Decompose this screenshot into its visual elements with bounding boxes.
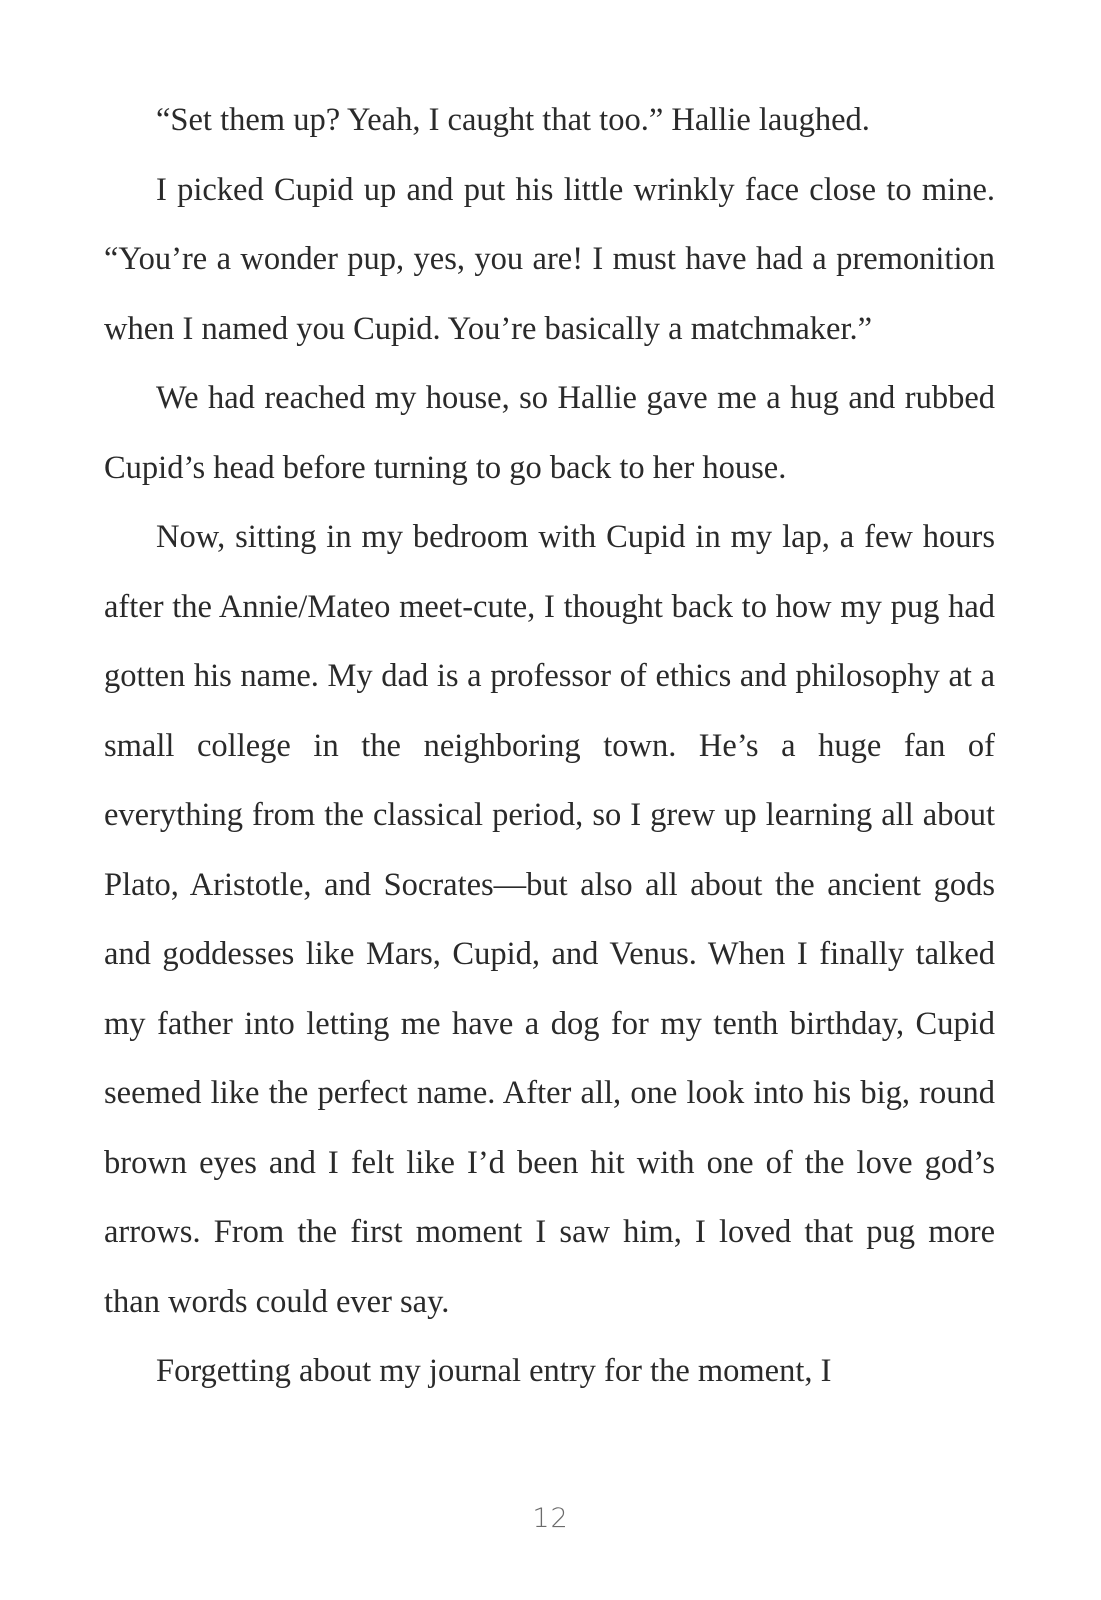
paragraph: We had reached my house, so Hallie gave me a hug and rubbed Cupid’s head before turning to go back to her house.	[104, 380, 995, 486]
paragraph: Now, sitting in my bedroom with Cupid in my lap, a few hours after the Annie/Mateo meet-cute, I thought back to how my pug had gotten his name. My dad is a professor of ethics and philosophy at a small college in the neighboring town. He’s a huge fan of everything from the classical period, so I grew up learning all about Plato, Aristotle, and Socrates—but also all about the ancient gods and goddesses like Mars, Cupid, and Venus. When I finally talked my father into letting me have a dog for my tenth birthday, Cupid seemed like the perfect name. After all, one look into his big, round brown eyes and I felt like I’d been hit with one of the love god’s arrows. From the first moment I saw him, I loved that pug more than words could ever say.	[104, 519, 995, 1320]
page-number: 12	[532, 1503, 569, 1534]
body-text	[104, 86, 995, 1407]
paragraph: Forgetting about my journal entry for the moment, I	[156, 1353, 832, 1389]
paragraph: I picked Cupid up and put his little wrinkly face close to mine. “You’re a wonder pup, yes, you are! I must have had a premonition when I named you Cupid. You’re basically a matchmaker.”	[104, 171, 995, 347]
paragraph: “Set them up? Yeah, I caught that too.” Hallie laughed.	[156, 102, 870, 138]
